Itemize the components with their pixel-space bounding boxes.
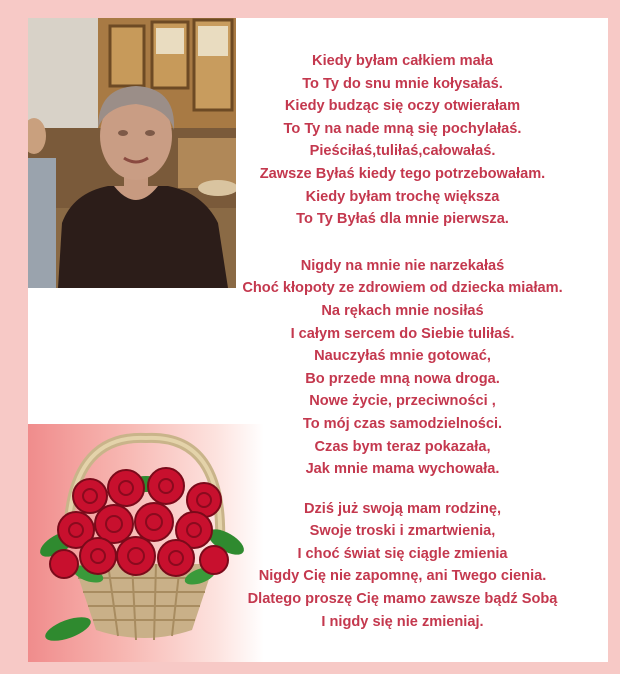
poem-line: Nigdy na mnie nie narzekałaś	[300, 257, 505, 274]
poem-line: To Ty na nade mną się pochylałaś.	[283, 120, 522, 137]
poem-line: I nigdy się nie zmieniaj.	[321, 613, 484, 630]
poem-line: Choć kłopoty ze zdrowiem od dziecka miałam.	[242, 280, 563, 297]
poem-line: Dziś już swoją mam rodzinę,	[303, 500, 502, 517]
poem-line: I całym sercem do Siebie tuliłaś.	[290, 325, 515, 342]
poem-line: Nauczyłaś mnie gotować,	[314, 348, 491, 365]
poem-line: Zawsze Byłaś kiedy tego potrzebowałam.	[259, 165, 546, 182]
poem-line: To Ty do snu mnie kołysałaś.	[302, 75, 503, 92]
poem-line: Kiedy budząc się oczy otwierałam	[284, 98, 521, 115]
poem-line: Dlatego proszę Cię mamo zawsze bądź Sobą	[247, 591, 558, 608]
poem-line: Nigdy Cię nie zapomnę, ani Twego cienia.	[258, 568, 547, 585]
stanza-spacer	[195, 231, 610, 255]
poem-line: Kiedy byłam całkiem mała	[312, 53, 493, 69]
poem-line: Nowe życie, przeciwności ,	[309, 393, 496, 410]
poem-stanza-2	[195, 255, 610, 481]
poem-line: Na rękach mnie nosiłaś	[321, 302, 484, 319]
poem-line: Jak mnie mama wychowała.	[305, 461, 500, 478]
poem-line: I choć świat się ciągle zmienia	[297, 545, 508, 562]
poem-text	[195, 50, 610, 633]
poem-line: Czas bym teraz pokazała,	[314, 438, 491, 455]
poem-line: Kiedy byłam trochę większa	[305, 188, 500, 205]
poem-stanza-1	[195, 50, 610, 231]
poem-line: Pieściłaś,tuliłaś,całowałaś.	[309, 143, 496, 160]
poem-line: Bo przede mną nowa droga.	[305, 370, 500, 387]
stanza-spacer	[195, 481, 610, 498]
poem-line: Swoje troski i zmartwienia,	[309, 523, 496, 540]
poem-stanza-3	[195, 498, 610, 634]
poem-line: To Ty Byłaś dla mnie pierwsza.	[296, 211, 509, 228]
poem-line: To mój czas samodzielności.	[302, 415, 503, 432]
